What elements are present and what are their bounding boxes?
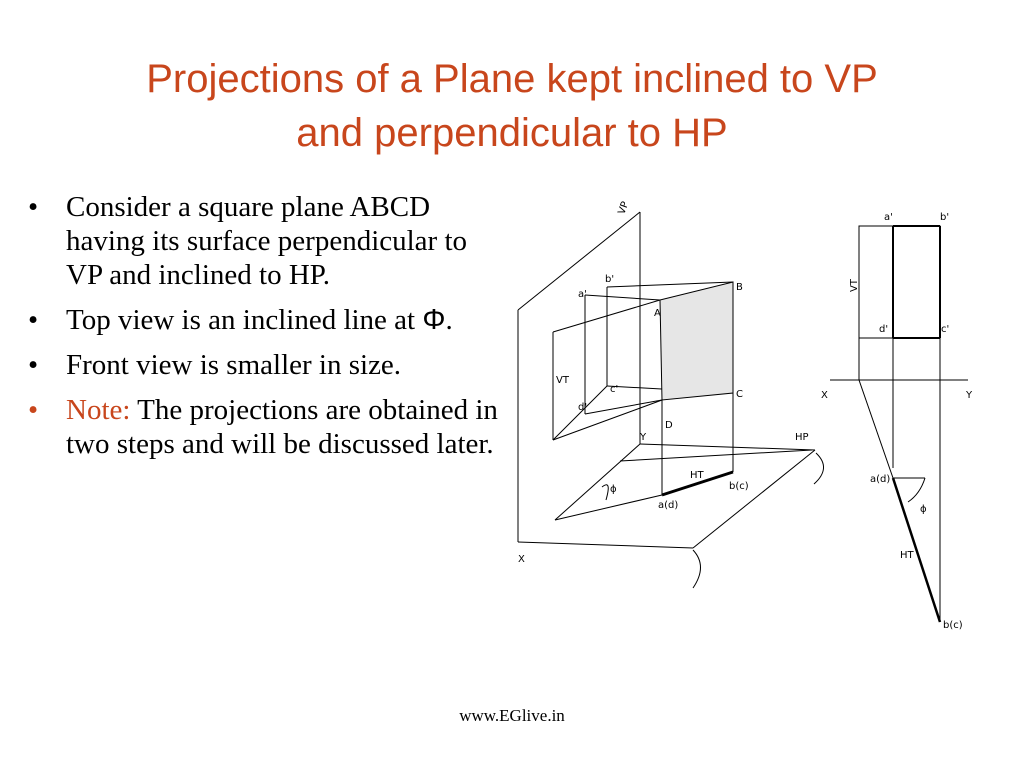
reference-line xyxy=(620,450,812,461)
title-line-1: Projections of a Plane kept inclined to VP xyxy=(146,57,878,101)
label-A: A xyxy=(654,308,661,319)
label-x: X xyxy=(518,554,525,565)
label-a-prime: a' xyxy=(578,289,587,300)
vt-trace-line xyxy=(859,380,893,478)
label-c-prime: c' xyxy=(610,384,619,395)
phi-symbol: Φ xyxy=(422,304,446,336)
angle-arc xyxy=(908,478,925,502)
bullet-dot-icon: • xyxy=(28,349,39,381)
bullet-list xyxy=(28,190,498,472)
hp-plane-edge xyxy=(518,542,693,548)
label-a-prime: a' xyxy=(884,212,893,223)
label-b-prime: b' xyxy=(605,274,615,285)
projector-line xyxy=(585,400,662,414)
angle-arc xyxy=(602,485,608,500)
label-B: B xyxy=(736,282,743,293)
label-ad: a(d) xyxy=(658,500,679,511)
label-bc: b(c) xyxy=(943,620,963,630)
title-line-2: and perpendicular to HP xyxy=(296,111,728,155)
footer-url: www.EGlive.in xyxy=(459,706,565,725)
note-label: Note: xyxy=(66,394,131,426)
label-d-prime: d' xyxy=(879,324,889,335)
bullet-dot-icon: • xyxy=(28,304,39,336)
label-b-prime: b' xyxy=(940,212,950,223)
label-bc: b(c) xyxy=(729,481,749,492)
label-ad: a(d) xyxy=(870,474,891,485)
label-x: X xyxy=(821,390,828,401)
label-vt: VT xyxy=(849,279,860,292)
bullet-text-2-end: . xyxy=(445,304,453,336)
rotation-arrow-icon xyxy=(693,550,701,588)
plane-abcd-surface xyxy=(660,282,733,400)
label-hp: HP xyxy=(795,432,809,443)
xy-line xyxy=(555,444,640,520)
bullet-text-2: Top view is an inclined line at xyxy=(66,304,423,336)
pictorial-diagram xyxy=(505,190,835,600)
bullet-item-note xyxy=(28,393,498,461)
bullet-item-1 xyxy=(28,190,498,292)
label-c-prime: c' xyxy=(941,324,950,335)
bullet-text-3: Front view is smaller in size. xyxy=(66,349,402,381)
projector-line xyxy=(585,295,660,300)
label-y: Y xyxy=(966,390,973,401)
bullet-item-2 xyxy=(28,303,498,337)
label-d-prime: d' xyxy=(578,402,588,413)
label-vp: VP xyxy=(616,200,632,217)
orthographic-diagram xyxy=(815,200,985,630)
note-text: The projections are obtained in two steps and will be discussed later. xyxy=(66,394,498,460)
label-D: D xyxy=(665,420,673,431)
front-view-edge xyxy=(553,386,607,440)
bullet-text-1: Consider a square plane ABCD having its surface perpendicular to VP and inclined to HP. xyxy=(66,191,468,291)
hp-plane-edge xyxy=(693,450,815,548)
bullet-dot-icon: • xyxy=(28,394,39,426)
label-ht: HT xyxy=(690,470,704,481)
reference-line xyxy=(555,495,662,520)
front-view-rect xyxy=(859,226,940,338)
label-vt: VT xyxy=(556,375,569,386)
label-ht: HT xyxy=(900,550,914,561)
label-C: C xyxy=(736,389,743,400)
slide-title xyxy=(0,52,1024,160)
bullet-dot-icon: • xyxy=(28,191,39,223)
bullet-item-3 xyxy=(28,348,498,382)
hp-plane-edge xyxy=(640,444,815,450)
label-y: Y xyxy=(640,432,647,443)
label-phi: ϕ xyxy=(920,504,927,515)
label-phi: ϕ xyxy=(610,484,617,495)
